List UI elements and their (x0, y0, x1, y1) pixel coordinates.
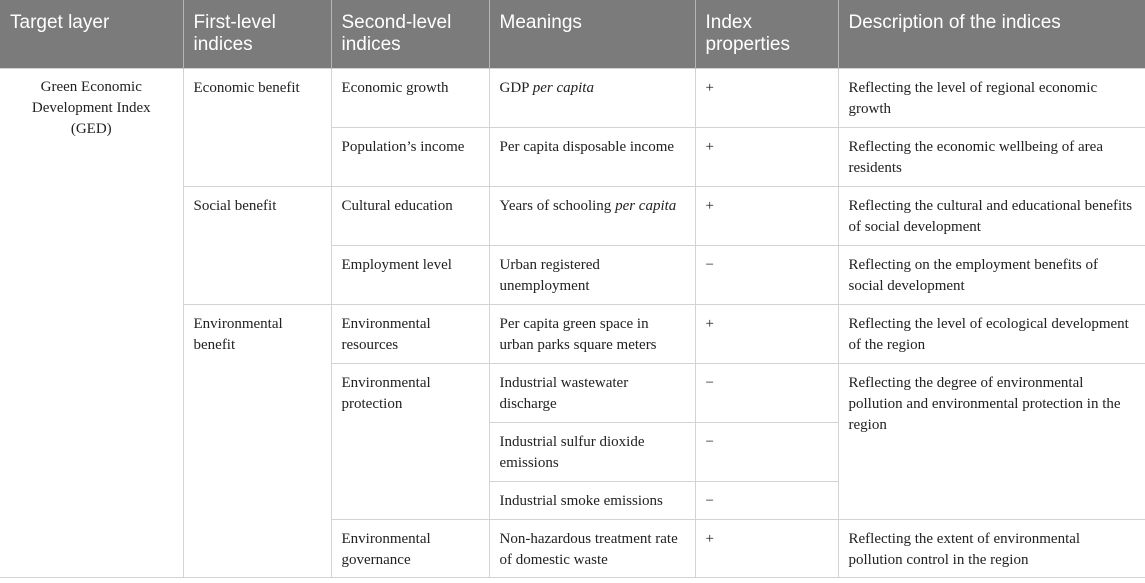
meaning-cell (489, 69, 695, 128)
meaning-cell (489, 482, 695, 520)
meaning-text: Per capita disposable income (499, 139, 675, 155)
description-cell: Reflecting the cultural and educational benefits of social development (838, 187, 1145, 246)
header-index-properties: Index properties (695, 0, 838, 69)
property-cell: − (695, 246, 838, 305)
property-cell: + (695, 520, 838, 578)
target-layer-cell: Green Economic Development Index (GED) (0, 69, 183, 578)
second-level-cell: Environmental protection (331, 364, 489, 520)
meaning-text: Industrial wastewater discharge (499, 375, 629, 412)
header-first-level: First-level indices (183, 0, 331, 69)
meaning-text: Urban registered unemployment (499, 257, 600, 294)
meaning-cell (489, 305, 695, 364)
header-meanings: Meanings (489, 0, 695, 69)
meaning-cell (489, 520, 695, 578)
meaning-text: Non-hazardous treatment rate of domestic waste (499, 531, 678, 568)
meaning-cell (489, 187, 695, 246)
table-row (0, 69, 1145, 128)
meaning-italic: per capita (532, 80, 594, 96)
property-cell: − (695, 482, 838, 520)
property-cell: − (695, 364, 838, 423)
meaning-cell (489, 423, 695, 482)
property-cell: + (695, 69, 838, 128)
description-cell: Reflecting the extent of environmental pollution control in the region (838, 520, 1145, 578)
meaning-italic: per capita (615, 198, 677, 214)
meaning-text: GDP (499, 80, 533, 96)
description-cell: Reflecting on the employment benefits of social development (838, 246, 1145, 305)
meaning-text: Per capita green space in urban parks square meters (499, 316, 657, 353)
first-level-social: Social benefit (183, 187, 331, 305)
property-cell: + (695, 305, 838, 364)
meaning-text: Industrial smoke emissions (499, 493, 663, 509)
header-row (0, 0, 1145, 69)
meaning-text: Industrial sulfur dioxide emissions (499, 434, 645, 471)
property-cell: + (695, 187, 838, 246)
second-level-cell: Cultural education (331, 187, 489, 246)
first-level-economic: Economic benefit (183, 69, 331, 187)
description-cell: Reflecting the level of regional economic growth (838, 69, 1145, 128)
second-level-cell: Economic growth (331, 69, 489, 128)
description-cell: Reflecting the level of ecological development of the region (838, 305, 1145, 364)
property-cell: − (695, 423, 838, 482)
second-level-cell: Environmental governance (331, 520, 489, 578)
header-description: Description of the indices (838, 0, 1145, 69)
meaning-cell (489, 246, 695, 305)
header-second-level: Second-level indices (331, 0, 489, 69)
header-target-layer: Target layer (0, 0, 183, 69)
meaning-cell (489, 128, 695, 187)
property-cell: + (695, 128, 838, 187)
second-level-cell: Environmental resources (331, 305, 489, 364)
description-cell: Reflecting the economic wellbeing of area residents (838, 128, 1145, 187)
second-level-cell: Employment level (331, 246, 489, 305)
meaning-text: Years of schooling (499, 198, 616, 214)
description-cell: Reflecting the degree of environmental pollution and environmental protection in the region (838, 364, 1145, 520)
second-level-cell: Population’s income (331, 128, 489, 187)
meaning-cell (489, 364, 695, 423)
first-level-environmental: Environmental benefit (183, 305, 331, 578)
